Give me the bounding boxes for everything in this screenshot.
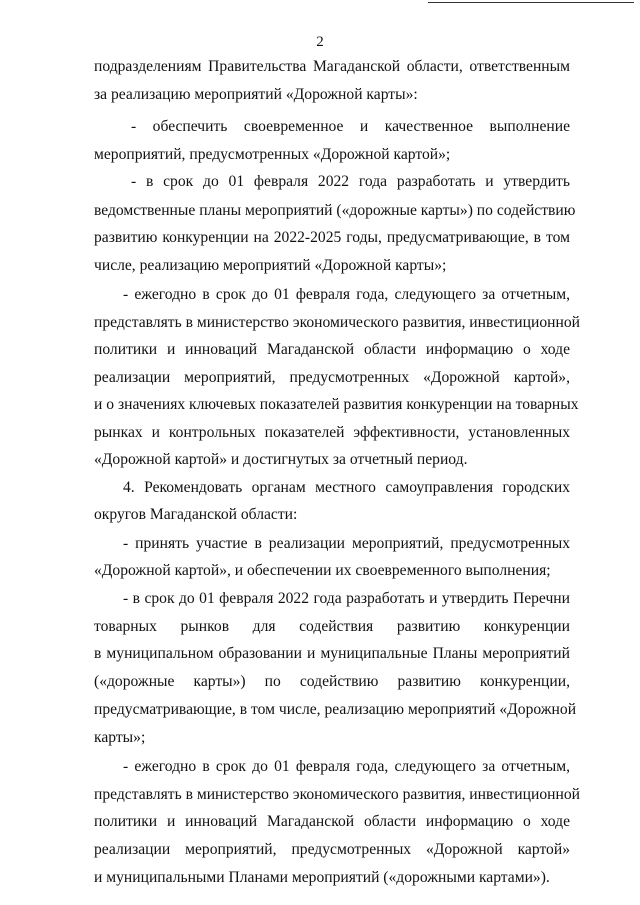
text-line: товарных рынков для содействия развитию конкуренции xyxy=(94,618,570,635)
text-line: - ежегодно в срок до 01 февраля года, следующего за отчетным, xyxy=(123,758,570,775)
text-line: в муниципальном образовании и муниципальные Планы мероприятий xyxy=(94,645,570,662)
text-line: - в срок до 01 февраля 2022 года разработать и утвердить xyxy=(131,173,570,190)
text-line: предусматривающие, в том числе, реализацию мероприятий «Дорожной xyxy=(94,701,577,718)
text-line: подразделениям Правительства Магаданской области, ответственным xyxy=(94,58,570,75)
text-line: реализации мероприятий, предусмотренных «Дорожной картой», xyxy=(94,369,570,386)
text-line: 4. Рекомендовать органам местного самоуправления городских xyxy=(123,479,570,496)
text-line: реализации мероприятий, предусмотренных «Дорожной картой» xyxy=(94,841,570,858)
text-line: карты»; xyxy=(94,729,146,746)
text-line: - в срок до 01 февраля 2022 года разработать и утвердить Перечни xyxy=(123,590,570,607)
text-line: числе, реализацию мероприятий «Дорожной карты»; xyxy=(94,257,447,274)
text-line: представлять в министерство экономического развития, инвестиционной xyxy=(94,314,580,331)
text-line: рынках и контрольных показателей эффективности, установленных xyxy=(94,424,570,441)
text-line: и муниципальными Планами мероприятий («дорожными картами»). xyxy=(94,869,550,886)
text-line: развитию конкуренции на 2022-2025 годы, предусматривающие, в том xyxy=(94,229,570,246)
text-line: ведомственные планы мероприятий («дорожные карты») по содействию xyxy=(94,202,576,219)
text-line: политики и инноваций Магаданской области информацию о ходе xyxy=(94,813,570,830)
page-number: 2 xyxy=(316,34,324,50)
text-line: «Дорожной картой» и достигнутых за отчетный период. xyxy=(94,451,468,468)
text-line: мероприятий, предусмотренных «Дорожной картой»; xyxy=(94,146,451,163)
text-line: и о значениях ключевых показателей развития конкуренции на товарных xyxy=(94,396,579,413)
text-line: («дорожные карты») по содействию развитию конкуренции, xyxy=(94,673,570,690)
text-line: - ежегодно в срок до 01 февраля года, следующего за отчетным, xyxy=(123,286,570,303)
text-line: - принять участие в реализации мероприятий, предусмотренных xyxy=(123,535,570,552)
text-line: округов Магаданской области: xyxy=(94,506,298,523)
text-line: «Дорожной картой», и обеспечении их своевременного выполнения; xyxy=(94,562,551,579)
text-line: за реализацию мероприятий «Дорожной карты»: xyxy=(94,86,418,103)
text-line: - обеспечить своевременное и качественное выполнение xyxy=(131,118,570,135)
text-line: политики и инноваций Магаданской области информацию о ходе xyxy=(94,341,570,358)
top-rule xyxy=(428,2,634,3)
text-line: представлять в министерство экономического развития, инвестиционной xyxy=(94,786,580,803)
